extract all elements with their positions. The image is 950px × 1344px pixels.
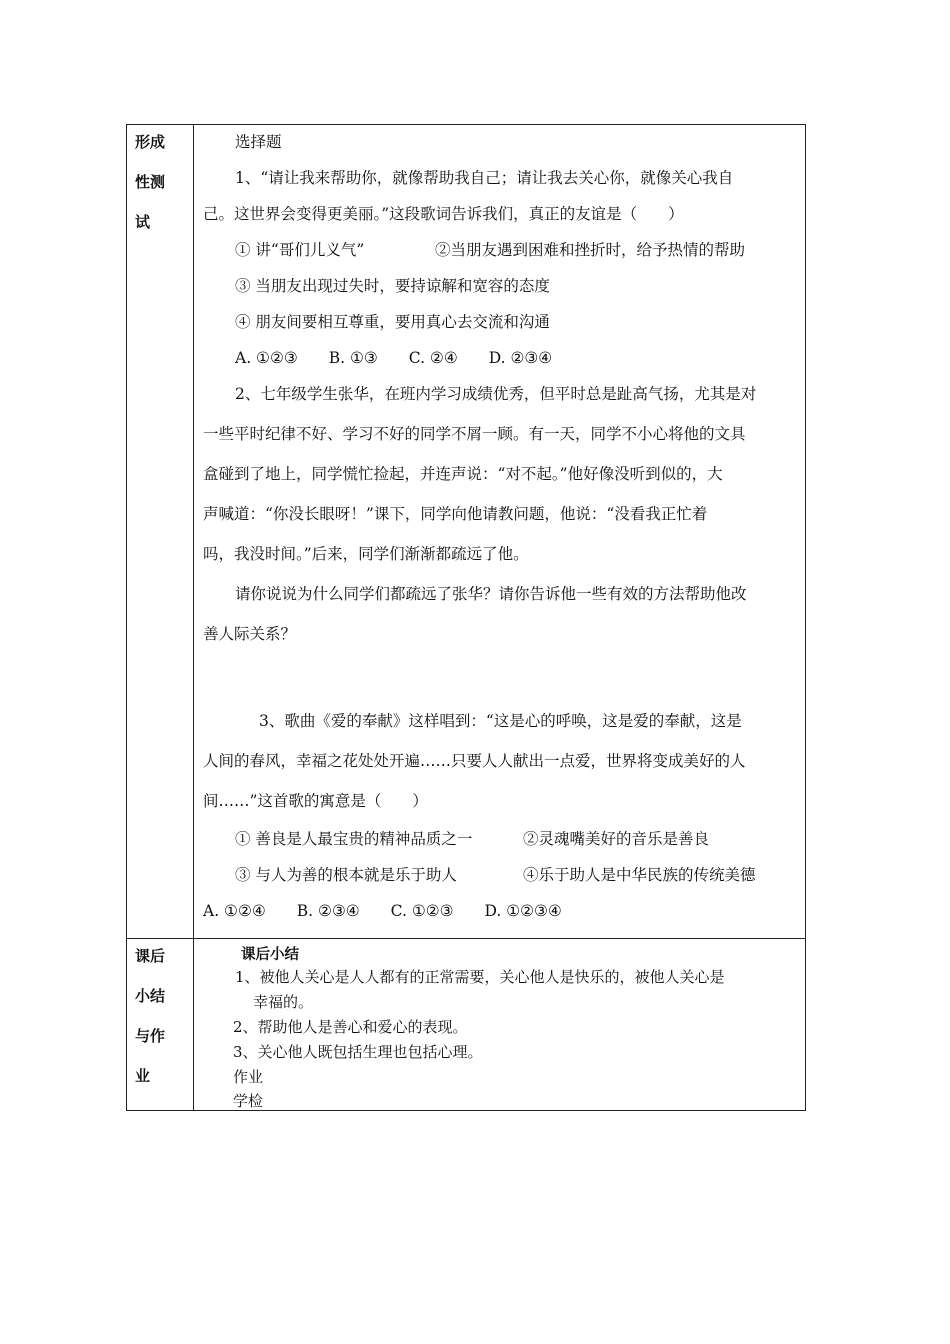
summary-item: 3、关心他人既包括生理也包括心理。: [233, 1043, 483, 1061]
q2-prompt-line: 请你说说为什么同学们都疏远了张华？请你告诉他一些有效的方法帮助他改: [235, 585, 747, 603]
q2-line: 声喊道：“你没长眼呀！”课下，同学向他请教问题，他说：“没看我正忙着: [203, 505, 708, 523]
q3-option: ②灵魂嘴美好的音乐是善良: [523, 830, 710, 848]
q3-line: 间……”这首歌的寓意是（ ）: [203, 792, 428, 810]
q2-prompt-line: 善人际关系？: [203, 625, 297, 643]
homework-label: 作业: [233, 1068, 264, 1086]
column-divider: [193, 125, 194, 1110]
q1-option: ②当朋友遇到困难和挫折时，给予热情的帮助: [435, 241, 746, 259]
test-content: [203, 125, 803, 937]
section-label-test: 形成 性测 试: [135, 133, 166, 231]
q1-option: ④ 朋友间要相互尊重，要用真心去交流和沟通: [235, 313, 550, 331]
q3-line: 3、歌曲《爱的奉献》这样唱到：“这是心的呼唤，这是爱的奉献，这是: [259, 712, 742, 730]
summary-item: 1、被他人关心是人人都有的正常需要，关心他人是快乐的，被他人关心是: [235, 968, 725, 986]
section-label-summary: 课后 小结 与作 业: [135, 947, 166, 1085]
summary-heading: 课后小结: [241, 947, 299, 963]
lesson-table: [126, 124, 806, 1111]
q1-option: ③ 当朋友出现过失时，要持谅解和宽容的态度: [235, 277, 550, 295]
q1-answers: A. ①②③ B. ①③ C. ②④ D. ②③④: [235, 349, 553, 367]
q3-option: ① 善良是人最宝贵的精神品质之一: [235, 830, 473, 848]
summary-item-cont: 幸福的。: [253, 993, 314, 1011]
q2-line: 2、七年级学生张华，在班内学习成绩优秀，但平时总是趾高气扬，尤其是对: [235, 385, 757, 403]
q2-line: 盒碰到了地上，同学慌忙捡起，并连声说：“对不起。”他好像没听到似的，大: [203, 465, 723, 483]
summary-content: [203, 939, 803, 1111]
q2-line: 一些平时纪律不好、学习不好的同学不屑一顾。有一天，同学不小心将他的文具: [203, 425, 746, 443]
q3-answers: A. ①②④ B. ②③④ C. ①②③ D. ①②③④: [203, 902, 562, 920]
q1-stem-line: 己。这世界会变得更美丽。”这段歌词告诉我们，真正的友谊是（ ）: [203, 205, 684, 223]
check-label: 学检: [233, 1092, 264, 1110]
q3-option: ④乐于助人是中华民族的传统美德: [523, 866, 756, 884]
q2-line: 吗，我没时间。”后来，同学们渐渐都疏远了他。: [203, 545, 529, 563]
q1-option: ① 讲“哥们儿义气”: [235, 241, 365, 259]
q3-option: ③ 与人为善的根本就是乐于助人: [235, 866, 457, 884]
q1-stem-line: 1、“请让我来帮助你，就像帮助我自己；请让我去关心你，就像关心我自: [235, 169, 734, 187]
summary-item: 2、帮助他人是善心和爱心的表现。: [233, 1018, 468, 1036]
q3-line: 人间的春风，幸福之花处处开遍……只要人人献出一点爱，世界将变成美好的人: [203, 752, 746, 770]
section-heading: 选择题: [235, 133, 282, 151]
